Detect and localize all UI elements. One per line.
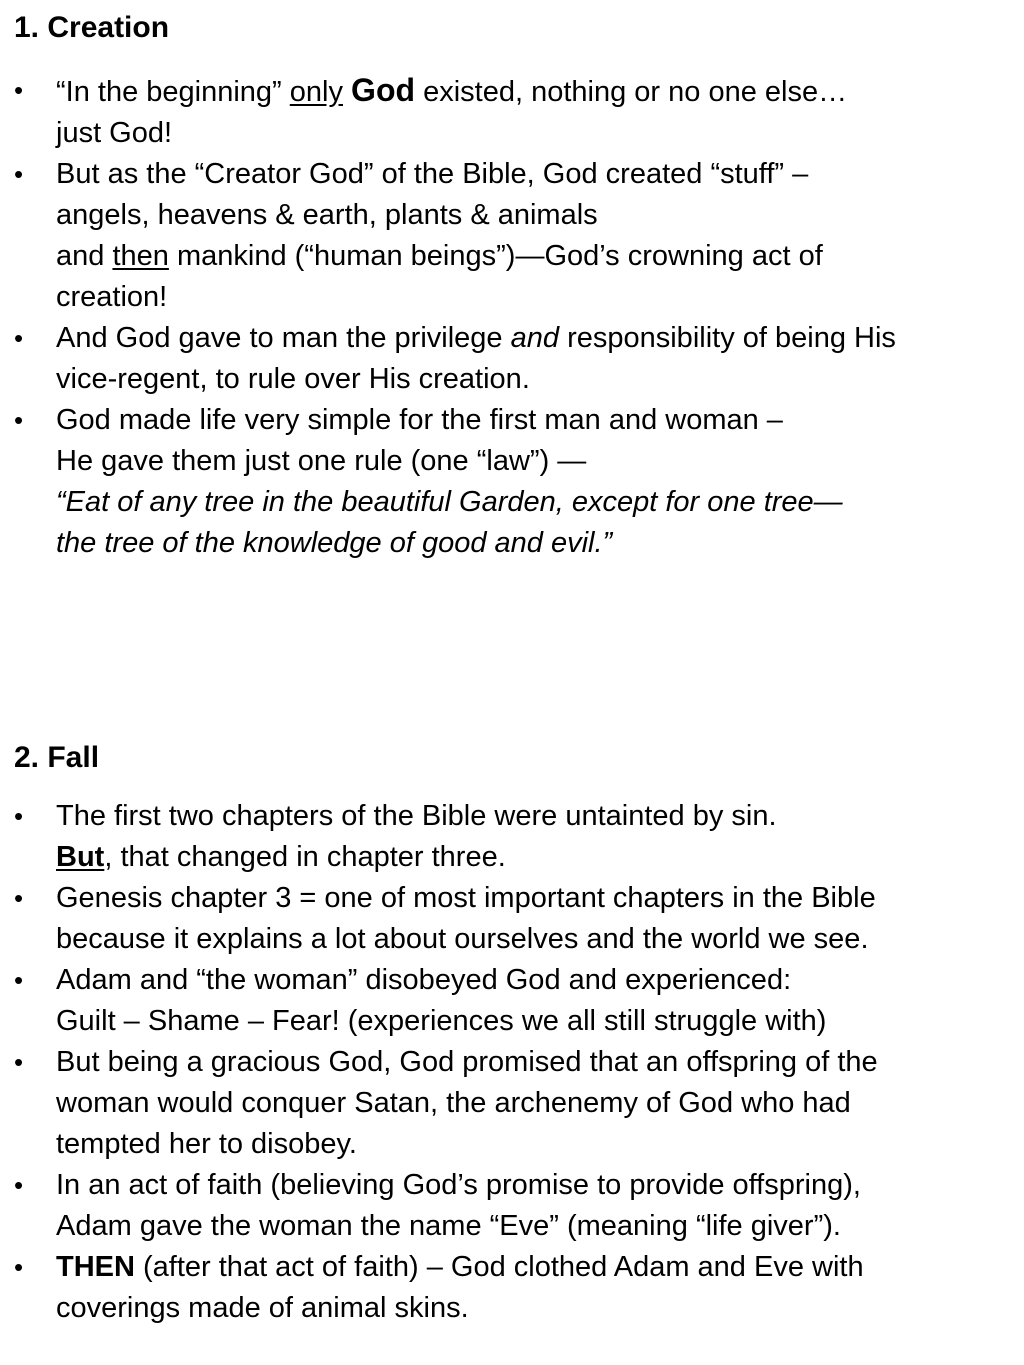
- line: But being a gracious God, God promised that an offspring of the: [56, 1046, 878, 1078]
- list-item: [14, 1247, 1004, 1329]
- list-item: [14, 878, 1004, 960]
- line: coverings made of animal skins.: [56, 1292, 469, 1324]
- creation-bullet-list: [14, 70, 1004, 564]
- line: [56, 236, 1004, 277]
- line: Guilt – Shame – Fear! (experiences we all still struggle with): [56, 1005, 827, 1037]
- line: tempted her to disobey.: [56, 1128, 357, 1160]
- line: [56, 318, 1004, 359]
- line: He gave them just one rule (one “law”) —: [56, 445, 587, 477]
- underlined-word: then: [112, 240, 169, 272]
- line: woman would conquer Satan, the archenemy of God who had: [56, 1087, 851, 1119]
- text: , that changed in chapter three.: [104, 841, 506, 873]
- text: And God gave to man the privilege: [56, 322, 511, 354]
- fall-heading: 2. Fall: [14, 741, 100, 774]
- line: God made life very simple for the first man and woman –: [56, 404, 783, 436]
- bullet-dot: •: [14, 75, 24, 105]
- fall-bullet-list: [14, 796, 1004, 1329]
- line: creation!: [56, 281, 168, 313]
- line: [56, 1247, 1004, 1288]
- bullet-dot: •: [14, 1252, 24, 1282]
- underlined-word: only: [289, 76, 343, 108]
- list-item: [14, 400, 1004, 564]
- bold-word: God: [351, 72, 416, 108]
- line: angels, heavens & earth, plants & animals: [56, 199, 598, 231]
- line: Adam gave the woman the name “Eve” (meaning “life giver”).: [56, 1210, 841, 1242]
- list-item: [14, 154, 1004, 318]
- bold-word: THEN: [56, 1251, 135, 1283]
- creation-heading: 1. Creation: [14, 11, 170, 44]
- line: Adam and “the woman” disobeyed God and experienced:: [56, 964, 792, 996]
- line: Genesis chapter 3 = one of most important chapters in the Bible: [56, 882, 876, 914]
- italic-word: and: [510, 322, 560, 354]
- bullet-dot: •: [14, 405, 24, 435]
- line: [56, 837, 1004, 878]
- line: In an act of faith (believing God’s promise to provide offspring),: [56, 1169, 861, 1201]
- line: [56, 70, 1004, 113]
- list-item: [14, 1042, 1004, 1165]
- line: But as the “Creator God” of the Bible, God created “stuff” –: [56, 158, 809, 190]
- text: “In the beginning”: [56, 76, 290, 108]
- text: (after that act of faith) – God clothed Adam and Eve with: [134, 1251, 864, 1283]
- text: and: [56, 240, 113, 272]
- list-item: [14, 70, 1004, 154]
- bold-underlined-word: But: [56, 841, 105, 873]
- quote-line: the tree of the knowledge of good and evil.”: [56, 527, 613, 559]
- text: responsibility of being His: [559, 322, 896, 354]
- list-item: [14, 1165, 1004, 1247]
- list-item: [14, 318, 1004, 400]
- fall-section: [14, 738, 1004, 1329]
- line: because it explains a lot about ourselves and the world we see.: [56, 923, 869, 955]
- bullet-dot: •: [14, 323, 24, 353]
- quote-line: “Eat of any tree in the beautiful Garden, except for one tree—: [56, 486, 843, 518]
- bullet-dot: •: [14, 801, 24, 831]
- text: existed, nothing or no one else…: [415, 76, 848, 108]
- text: mankind (“human beings”)—God’s crowning act of: [168, 240, 823, 272]
- bullet-dot: •: [14, 965, 24, 995]
- line: vice-regent, to rule over His creation.: [56, 363, 530, 395]
- bullet-dot: •: [14, 1170, 24, 1200]
- text: [343, 76, 351, 108]
- bullet-dot: •: [14, 883, 24, 913]
- list-item: [14, 960, 1004, 1042]
- creation-section: [14, 8, 1004, 564]
- bullet-dot: •: [14, 159, 24, 189]
- line: The first two chapters of the Bible were untainted by sin.: [56, 800, 777, 832]
- line: just God!: [56, 117, 173, 149]
- bullet-dot: •: [14, 1047, 24, 1077]
- list-item: [14, 796, 1004, 878]
